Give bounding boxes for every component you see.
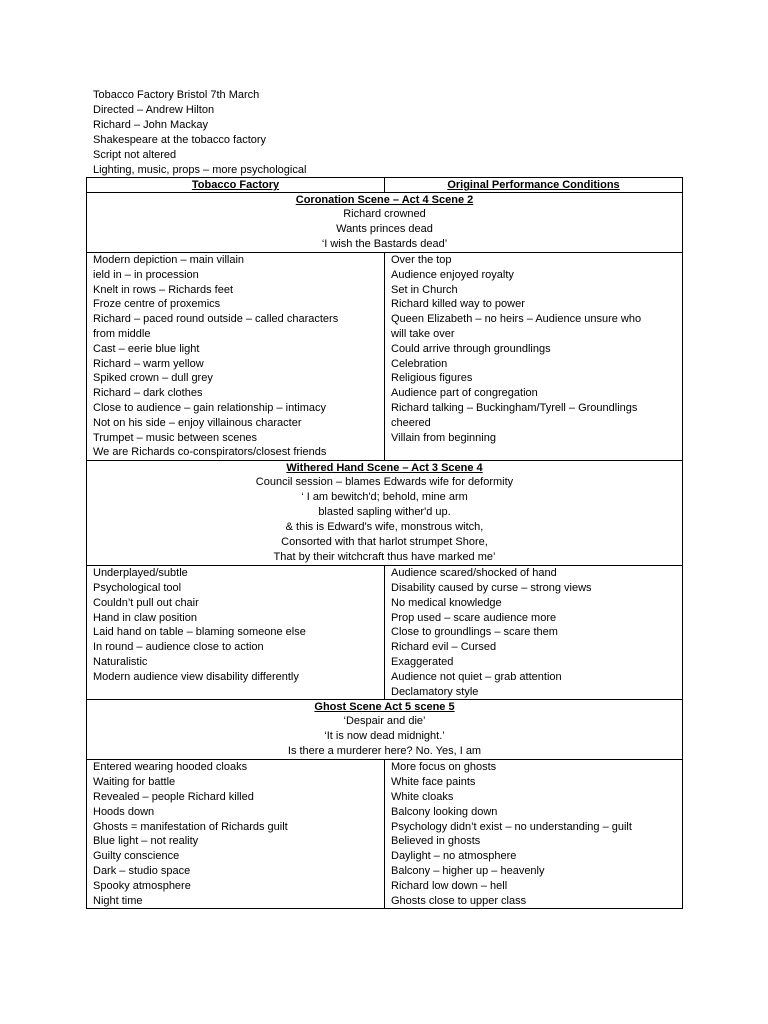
note-line: Psychology didn’t exist – no understanding – guilt: [391, 820, 632, 833]
note-line: Audience enjoyed royalty: [391, 268, 514, 281]
note-line: Not on his side – enjoy villainous character: [93, 416, 302, 429]
note-line: Queen Elizabeth – no heirs – Audience unsure who: [391, 313, 642, 326]
note-line: White face paints: [391, 776, 476, 789]
section-quote-line: ‘It is now dead midnight.’: [324, 730, 445, 743]
note-line: Close to audience – gain relationship – intimacy: [93, 401, 326, 414]
note-line: Trumpet – music between scenes: [93, 431, 258, 444]
note-line: Over the top: [391, 254, 452, 266]
note-line: Laid hand on table – blaming someone else: [93, 626, 306, 639]
tobacco-factory-notes: [87, 566, 385, 700]
header-original-conditions: Original Performance Conditions: [385, 178, 683, 193]
note-line: Audience scared/shocked of hand: [391, 567, 557, 580]
note-line: Modern depiction – main villain: [93, 254, 245, 266]
note-line: Knelt in rows – Richards feet: [93, 283, 234, 296]
note-line: Couldn’t pull out chair: [93, 596, 199, 609]
section-quote-line: That by their witchcraft thus have marked me’: [273, 551, 496, 564]
tobacco-factory-notes: [87, 253, 385, 461]
section-quote-line: & this is Edward's wife, monstrous witch,: [285, 521, 484, 534]
note-line: Modern audience view disability differently: [93, 670, 299, 683]
original-conditions-notes: [385, 566, 683, 700]
note-line: Richard – dark clothes: [93, 387, 203, 400]
section-summary: [87, 461, 683, 566]
note-line: Prop used – scare audience more: [391, 611, 557, 624]
note-line: No medical knowledge: [391, 596, 502, 609]
section-title-row: [87, 193, 683, 253]
note-line: Cast – eerie blue light: [93, 342, 200, 355]
note-line: Celebration: [391, 357, 448, 370]
note-line: Daylight – no atmosphere: [391, 850, 517, 863]
note-line: White cloaks: [391, 790, 454, 803]
section-quote-line: ‘I wish the Bastards dead’: [321, 238, 448, 250]
note-line: Night time: [93, 894, 143, 907]
section-body-row: [87, 253, 683, 461]
note-line: Hoods down: [93, 805, 155, 818]
note-line: Entered wearing hooded cloaks: [93, 761, 248, 774]
tobacco-factory-notes: [87, 760, 385, 909]
note-line: Richard talking – Buckingham/Tyrell – Groundlings: [391, 401, 638, 414]
note-line: Spiked crown – dull grey: [93, 372, 213, 385]
original-conditions-notes: [385, 760, 683, 909]
note-line: Believed in ghosts: [391, 835, 481, 848]
section-summary: [87, 700, 683, 760]
note-line: Underplayed/subtle: [93, 567, 188, 580]
note-line: We are Richards co-conspirators/closest friends: [93, 446, 327, 459]
section-title: Coronation Scene – Act 4 Scene 2: [295, 194, 474, 206]
note-line: In round – audience close to action: [93, 641, 264, 654]
note-line: Could arrive through groundlings: [391, 342, 551, 355]
note-line: Audience not quiet – grab attention: [391, 670, 562, 683]
intro-line: Lighting, music, props – more psychological: [93, 164, 307, 176]
table-header-row: [87, 178, 683, 193]
note-line: cheered: [391, 416, 431, 429]
note-line: Ghosts = manifestation of Richards guilt: [93, 820, 288, 833]
note-line: Richard killed way to power: [391, 298, 525, 311]
note-line: Declamatory style: [391, 685, 479, 698]
note-line: Audience part of congregation: [391, 387, 538, 400]
section-title-row: [87, 461, 683, 566]
note-line: Richard low down – hell: [391, 879, 508, 892]
intro-notes: [93, 88, 693, 178]
note-line: Waiting for battle: [93, 776, 176, 789]
intro-line: Script not altered: [93, 149, 177, 161]
section-summary: [87, 193, 683, 253]
note-line: Richard evil – Cursed: [391, 641, 497, 654]
header-tobacco-factory: Tobacco Factory: [87, 178, 385, 193]
note-line: Richard – paced round outside – called characters: [93, 313, 339, 326]
note-line: Psychological tool: [93, 581, 182, 594]
note-line: Blue light – not reality: [93, 835, 199, 848]
section-body-row: [87, 566, 683, 700]
section-title: Withered Hand Scene – Act 3 Scene 4: [286, 462, 483, 475]
intro-line: Tobacco Factory Bristol 7th March: [93, 89, 260, 101]
intro-line: Richard – John Mackay: [93, 119, 208, 131]
note-line: Ghosts close to upper class: [391, 894, 527, 907]
section-body-row: [87, 760, 683, 909]
section-quote-line: blasted sapling wither'd up.: [318, 506, 451, 519]
section-quote-line: Is there a murderer here? No. Yes, I am: [287, 745, 482, 758]
section-quote-line: ‘ I am bewitch'd; behold, mine arm: [301, 491, 468, 504]
note-line: Exaggerated: [391, 655, 454, 668]
original-conditions-notes: [385, 253, 683, 461]
section-quote-line: Wants princes dead: [336, 223, 433, 235]
note-line: Guilty conscience: [93, 850, 180, 863]
intro-line: Shakespeare at the tobacco factory: [93, 134, 267, 146]
section-quote-line: Consorted with that harlot strumpet Shore,: [281, 536, 488, 549]
note-line: Set in Church: [391, 283, 458, 296]
section-quote-line: Richard crowned: [343, 208, 426, 220]
note-line: Revealed – people Richard killed: [93, 790, 254, 803]
note-line: More focus on ghosts: [391, 761, 497, 774]
note-line: Disability caused by curse – strong views: [391, 581, 592, 594]
intro-line: Directed – Andrew Hilton: [93, 104, 215, 116]
note-line: Naturalistic: [93, 655, 148, 668]
comparison-table: [86, 177, 683, 909]
note-line: ield in – in procession: [93, 268, 199, 281]
section-quote-line: ‘Despair and die’: [343, 715, 426, 728]
section-quote-line: Council session – blames Edwards wife for deformity: [255, 476, 514, 489]
note-line: from middle: [93, 327, 151, 340]
note-line: Balcony – higher up – heavenly: [391, 864, 545, 877]
note-line: Close to groundlings – scare them: [391, 626, 558, 639]
section-title-row: [87, 700, 683, 760]
section-title: Ghost Scene Act 5 scene 5: [314, 701, 455, 714]
note-line: Froze centre of proxemics: [93, 298, 221, 311]
note-line: Hand in claw position: [93, 611, 197, 624]
note-line: Villain from beginning: [391, 431, 496, 444]
note-line: Spooky atmosphere: [93, 879, 191, 892]
note-line: will take over: [391, 327, 455, 340]
note-line: Richard – warm yellow: [93, 357, 204, 370]
note-line: Dark – studio space: [93, 864, 191, 877]
note-line: Religious figures: [391, 372, 473, 385]
note-line: Balcony looking down: [391, 805, 498, 818]
